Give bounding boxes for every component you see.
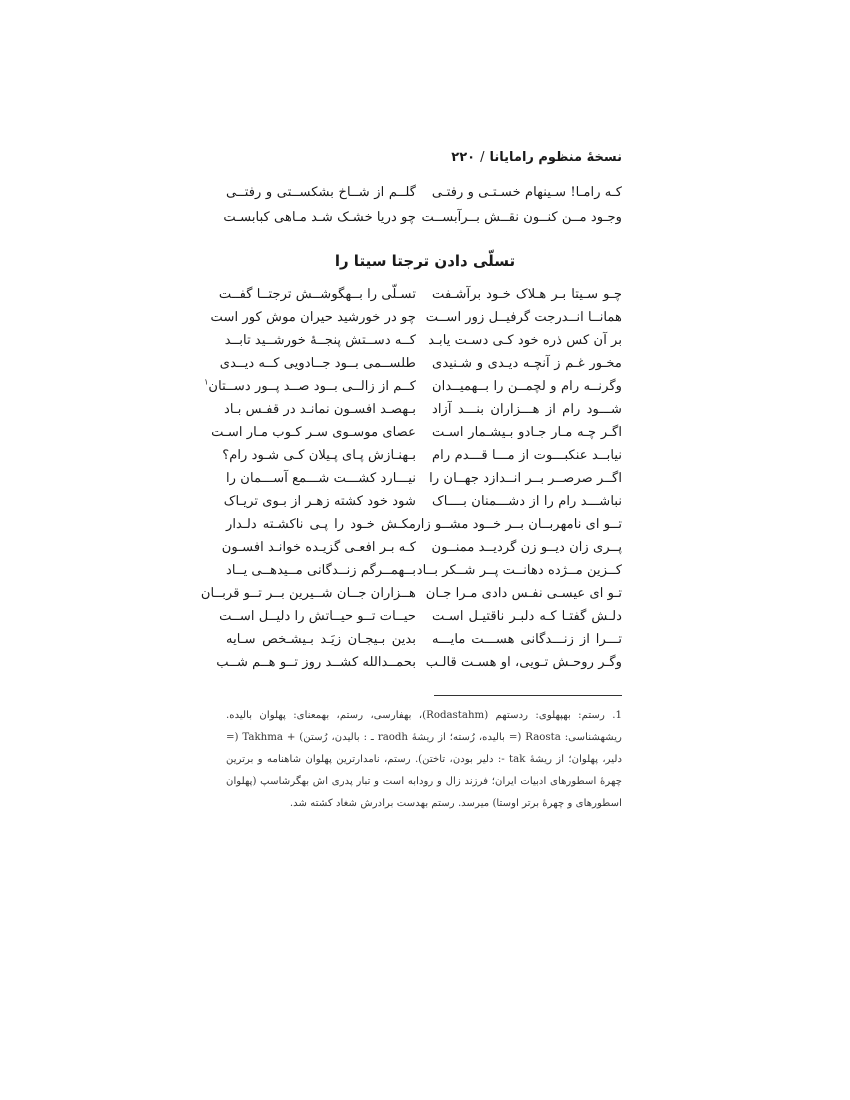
hemistich-left: بـهنـازش پـای پـیلان کـی شـود رام؟ xyxy=(222,448,416,463)
hemistich-left: طلســمی بــود جــادویی کــه دیــدی xyxy=(219,356,416,371)
hemistich-right: دلـش گفتـا کـه دلبـر ناقتیـل اسـت xyxy=(432,609,622,624)
hemistich-right: تــو ای نامهربــان بــر خــود مشــو زار xyxy=(414,517,622,532)
hemistich-right: وگرنــه رام و لچمــن را بــهمیــدان xyxy=(432,379,622,394)
hemistich-right: اگـر چـه مـار جـادو بـیشـمار اسـت xyxy=(432,425,622,440)
hemistich-left-with-footnote xyxy=(204,377,416,397)
hemistich-left: بــهمــرگم زنــدگانی مــیدهــی یــاد xyxy=(225,563,416,578)
footnote-text: رستم: بهپهلوی: ردستهم (Rodastahm)، بهفارسی، رستم، بهمعنای: پهلوان بالیده. ریشهشناسی: Raosta (= بالیده، رُسته؛ از ریشهٔ raodh ـ : بالیدن، رُستن) + Takhma (= دلیر، پهلوان؛ از ریشهٔ tak -: دلیر بودن، تاختن). رستم، نامدارترین پهلوان شاهنامه و برترین چهرهٔ اسطورهای ادبیات ایران؛ فرزند زال و رودابه است و تبار پدری اش بهگرشاسپ (پهلوان اسطورهای و چهرهٔ برتر اوستا) میرسد. رستم بهدست برادرش شغاد کشته شد. xyxy=(226,710,622,809)
footnote-divider xyxy=(434,695,622,696)
intro-hemistich-left: گلــم از شــاخ بشکســتی و رفتــی xyxy=(226,185,416,200)
section-title: تسلّی دادن ترجتا سیتا را xyxy=(334,252,516,270)
hemistich-left: شود خود کشته زهـر از بـوی تریـاک xyxy=(223,494,416,509)
intro-hemistich-left: چو دریا خشـک شـد مـاهی کبابسـت xyxy=(223,210,416,225)
intro-hemistich-right: کـه رامـا! سـینهام خسـتـی و رفتـی xyxy=(431,185,622,200)
hemistich-right: پــری زان دیــو زن گردیــد ممنــون xyxy=(431,540,622,555)
running-head xyxy=(451,150,622,165)
hemistich-right: وگـر روحـش تـویی، او هسـت قالـب xyxy=(425,655,622,670)
hemistich-right: بر آن کس ذره خود کـی دسـت یابـد xyxy=(428,333,622,348)
header-separator: / xyxy=(480,150,485,165)
hemistich-right: شـــود رام از هـــزاران بنـــد آزاد xyxy=(432,402,622,417)
footnote-marker: ۱ xyxy=(204,377,209,387)
hemistich-right: نیابــد عنکبـــوت از مـــا قـــدم رام xyxy=(432,448,622,463)
hemistich-left: بدین بـیجـان زیَـد بـیشـخص سـایه xyxy=(226,632,416,647)
hemistich-left: نیـــارد کشـــت شـــمع آســـمان را xyxy=(226,471,416,486)
hemistich-text: کــم از زالــی بــود صــد پــور دســتان xyxy=(208,379,416,394)
footnote-number: 1. xyxy=(612,710,622,721)
hemistich-left: بـهصـد افسـون نمانـد در قفـس بـاد xyxy=(224,402,416,417)
book-title: نسخهٔ منظوم رامایانا xyxy=(489,150,622,165)
hemistich-right: تـــرا از زنـــدگانی هســـت مایـــه xyxy=(432,632,622,647)
hemistich-left: مکـش خـود را پـی ناکشـته دلـدار xyxy=(226,517,416,532)
hemistich-left: کــه دســتش پنجــهٔ خورشــید تابــد xyxy=(224,333,416,348)
hemistich-right: مخـور غـم ز آنچـه دیـدی و شـنیدی xyxy=(432,356,622,371)
page-number: ۲۲۰ xyxy=(451,150,476,165)
hemistich-right: نباشـــد رام را از دشـــمنان بــــاک xyxy=(432,494,622,509)
footnote xyxy=(226,705,622,815)
hemistich-right: اگــر صرصــر بــر انــدازد جهــان را xyxy=(429,471,622,486)
hemistich-left: بحمــدالله کشــد روز تــو هــم شــب xyxy=(216,655,416,670)
hemistich-left: چو در خورشید حیران موش کور است xyxy=(210,310,416,325)
hemistich-left: عصای موسـوی سـر کـوب مـار اسـت xyxy=(211,425,416,440)
hemistich-right: همانــا انــدرجت گرفیــل زور اســت xyxy=(425,310,622,325)
hemistich-left: حیــات تــو حیــاتش را دلیــل اســت xyxy=(219,609,416,624)
hemistich-right: کــزین مــژده دهانــت پــر شــکر بــاد xyxy=(416,563,622,578)
hemistich-left: تسـلّی را بــهگوشــش ترجتــا گفــت xyxy=(218,287,416,302)
intro-hemistich-right: وجـود مــن کنــون نقــش بــرآبســت xyxy=(421,210,622,225)
hemistich-left: کـه بـر افعـی گزیـده خوانـد افسـون xyxy=(221,540,416,555)
hemistich-left: هــزاران جــان شــیرین بــر تــو قربــان xyxy=(200,586,416,601)
hemistich-right: چـو سـیتا بـر هـلاک خـود برآشـفت xyxy=(432,287,622,302)
hemistich-right: تـو ای عیسـی نفـس دادی مـرا جـان xyxy=(425,586,622,601)
